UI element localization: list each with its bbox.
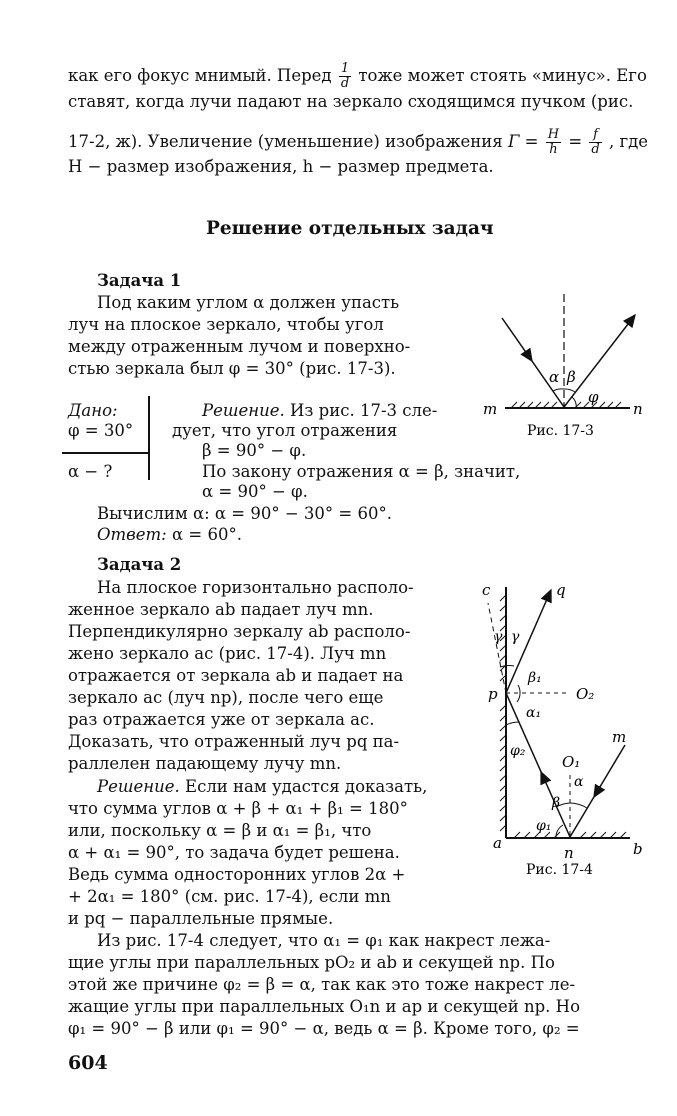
task1-solution-line-4: По закону отражения α = β, значит, <box>202 462 521 481</box>
task2-body-line: щие углы при параллельных pO₂ и ab и секущей np. По <box>68 953 555 972</box>
arc-alpha <box>570 803 587 808</box>
label-c: c <box>482 581 491 599</box>
label-alpha: α <box>549 368 560 386</box>
figure-17-4 <box>470 575 670 885</box>
arrow-mn <box>594 787 600 797</box>
task2-solution-line: Ведь сумма односторонних углов 2α + <box>68 865 406 884</box>
figure-caption: Рис. 17-4 <box>526 862 593 878</box>
task1-solution-line-5: α = 90° − φ. <box>202 482 308 501</box>
figure-caption: Рис. 17-3 <box>527 423 594 439</box>
label-beta: β <box>552 795 561 811</box>
arc-beta1 <box>518 685 520 693</box>
label-phi: φ <box>588 388 599 406</box>
task1-title: Задача 1 <box>97 271 182 290</box>
reflected-ray <box>564 315 635 407</box>
task2-line: Перпендикулярно зеркалу ab располо- <box>68 622 411 641</box>
label-gamma-left: γ <box>494 629 503 645</box>
task2-solution-line: что сумма углов α + β + α₁ + β₁ = 180° <box>68 799 408 818</box>
incident-ray <box>502 318 564 407</box>
task2-solution-line: или, поскольку α = β и α₁ = β₁, что <box>68 821 372 840</box>
task1-answer: Ответ: α = 60°. <box>97 525 242 544</box>
task1-solution-line-2: дует, что угол отражения <box>172 421 398 440</box>
label-n: n <box>564 844 574 862</box>
arc-phi1 <box>556 825 563 838</box>
label-beta1: β₁ <box>528 670 542 686</box>
intro-line-4: H − размер изображения, h − размер предмета. <box>68 157 494 176</box>
task2-line: Доказать, что отраженный луч pq па- <box>68 732 400 751</box>
angle-arc-beta <box>564 389 575 392</box>
task2-line: женное зеркало ab падает луч mn. <box>68 600 374 619</box>
intro-line-2: ставят, когда лучи падают на зеркало сходящимся пучком (рис. <box>68 92 634 111</box>
label-alpha1: α₁ <box>526 705 542 721</box>
task2-body-line: этой же причине φ₂ = β = α, так как это тоже накрест ле- <box>68 975 576 994</box>
task1-solution-line-1: Решение. Из рис. 17-3 сле- <box>202 401 438 420</box>
task2-line: жено зеркало ac (рис. 17-4). Луч mn <box>68 644 387 663</box>
intro-line-3: 17-2, ж). Увеличение (уменьшение) изображения Γ = $\frac{H}{h}$ = $\frac{f}{d}$ , где <box>68 127 649 157</box>
intro-line-1: как его фокус мнимый. Перед $\frac{1}{d}$ тоже может стоять «минус». Его <box>68 61 647 91</box>
task2-solution-line: и pq − параллельные прямые. <box>68 909 334 928</box>
angle-arc-phi <box>572 397 576 408</box>
angle-arc-alpha <box>553 389 564 391</box>
task2-solution-line: α + α₁ = 90°, то задача будет решена. <box>68 843 400 862</box>
task2-body-line: Из рис. 17-4 следует, что α₁ = φ₁ как накрест лежа- <box>97 931 551 950</box>
task2-title: Задача 2 <box>97 555 182 574</box>
task1-line: луч на плоское зеркало, чтобы угол <box>68 315 384 334</box>
label-p: p <box>488 685 498 703</box>
fraction-f-over-d: $\frac{f}{d}$ <box>591 127 600 157</box>
arc-phi2 <box>506 722 519 725</box>
label-n: n <box>633 400 643 418</box>
task2-solution-line: + 2α₁ = 180° (см. рис. 17-4), если mn <box>68 887 391 906</box>
section-title: Решение отдельных задач <box>206 218 494 239</box>
given-label: Дано: <box>68 401 118 420</box>
figure-17-3 <box>475 290 675 450</box>
find-value: α − ? <box>68 462 113 481</box>
task1-line: стью зеркала был φ = 30° (рис. 17-3). <box>68 359 396 378</box>
task2-line: зеркало ac (луч np), после чего еще <box>68 688 384 707</box>
label-beta: β <box>567 368 576 386</box>
task1-line: между отраженным лучом и поверхно- <box>68 337 411 356</box>
label-m: m <box>612 728 627 746</box>
label-m: m <box>483 400 498 418</box>
task2-body-line: жащие углы при параллельных O₁n и ap и секущей np. Но <box>68 997 580 1016</box>
arrow-np <box>541 772 545 781</box>
task2-line: отражается от зеркала ab и падает на <box>68 666 404 685</box>
task2-line: раз отражается уже от зеркала ac. <box>68 710 375 729</box>
given-divider-horizontal <box>62 452 150 454</box>
label-a: a <box>493 834 502 852</box>
label-O1: O₁ <box>562 753 581 771</box>
label-O2: O₂ <box>576 685 595 703</box>
task2-line: На плоское горизонтально располо- <box>97 578 414 597</box>
task2-solution-line: Решение. Если нам удастся доказать, <box>97 777 428 796</box>
fraction-H-over-h: $\frac{H}{h}$ <box>547 127 560 157</box>
label-b: b <box>633 840 643 858</box>
task1-calc: Вычислим α: α = 90° − 30° = 60°. <box>97 504 392 523</box>
incident-arrow <box>528 355 532 361</box>
page-number: 604 <box>68 1052 108 1074</box>
given-value: φ = 30° <box>68 421 134 440</box>
label-q: q <box>556 581 566 599</box>
fraction-1-over-d: $\frac{1}{d}$ <box>340 61 350 91</box>
task1-line: Под каким углом α должен упасть <box>97 293 400 312</box>
task2-body-line: φ₁ = 90° − β или φ₁ = 90° − α, ведь α = β. Кроме того, φ₂ = <box>68 1019 580 1038</box>
label-alpha: α <box>574 774 584 790</box>
label-gamma-right: γ <box>511 629 520 645</box>
task2-line: раллелен падающему лучу mn. <box>68 754 342 773</box>
label-phi2: φ₂ <box>510 743 526 759</box>
given-divider-vertical <box>148 396 150 480</box>
label-phi1: φ₁ <box>536 818 552 834</box>
task1-solution-line-3: β = 90° − φ. <box>202 441 307 460</box>
arc-alpha1 <box>517 693 520 702</box>
